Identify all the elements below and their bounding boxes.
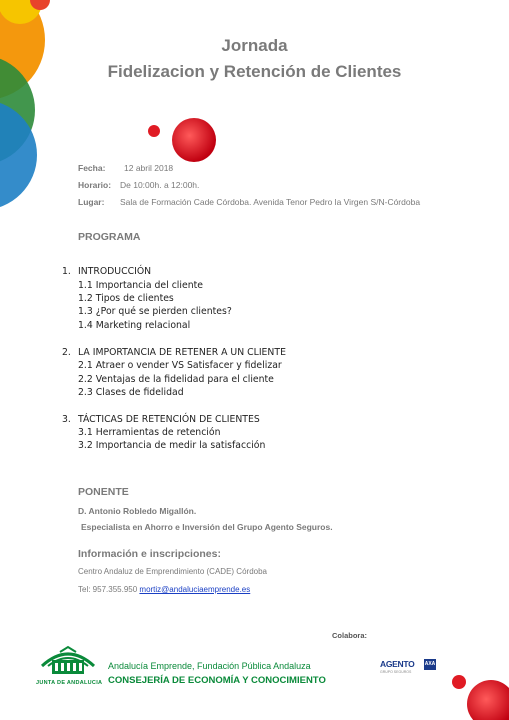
- list-item: 3.1 Herramientas de retención: [78, 427, 221, 438]
- section-title: LA IMPORTANCIA DE RETENER A UN CLIENTE: [78, 347, 286, 358]
- list-item: 1.2 Tipos de clientes: [78, 293, 174, 304]
- list-item: 2.1 Atraer o vender VS Satisfacer y fidelizar: [78, 360, 282, 371]
- agento-sub-text: GRUPO SEGUROS: [380, 670, 412, 674]
- section-title: INTRODUCCIÓN: [78, 266, 152, 277]
- fecha-value: 12 abril 2018: [124, 163, 174, 173]
- agento-logo-text: AGENTO: [380, 659, 415, 669]
- footer-line1: Andalucía Emprende, Fundación Pública Andaluza: [108, 661, 311, 671]
- tel-text: Tel: 957.355.950: [78, 585, 138, 594]
- info-heading: Información e inscripciones:: [78, 548, 221, 560]
- list-item: 1.1 Importancia del cliente: [78, 280, 203, 291]
- red-circle-decoration-bottom: [449, 668, 509, 720]
- list-item: 2.2 Ventajas de la fidelidad para el cliente: [78, 374, 274, 385]
- info-contact: [78, 585, 250, 594]
- list-item: 3.2 Importancia de medir la satisfacción: [78, 440, 266, 451]
- fecha-label: Fecha:: [78, 163, 106, 173]
- ponente-name: D. Antonio Robledo Migallón.: [78, 506, 197, 516]
- junta-text: JUNTA DE ANDALUCIA: [36, 680, 103, 686]
- section-number: 3.: [62, 414, 71, 425]
- footer-line2: CONSEJERÍA DE ECONOMÍA Y CONOCIMIENTO: [108, 675, 326, 686]
- section-title: TÁCTICAS DE RETENCIÓN DE CLIENTES: [78, 414, 260, 425]
- colabora-label: Colabora:: [332, 631, 368, 640]
- page-title-line2: Fidelizacion y Retención de Clientes: [107, 62, 402, 81]
- programa-heading: PROGRAMA: [78, 231, 141, 243]
- page-title-line1: Jornada: [221, 36, 288, 55]
- lugar-label: Lugar:: [78, 197, 105, 207]
- list-item: 2.3 Clases de fidelidad: [78, 387, 184, 398]
- list-item: 1.4 Marketing relacional: [78, 320, 191, 331]
- ponente-heading: PONENTE: [78, 486, 129, 498]
- lugar-value: Sala de Formación Cade Córdoba. Avenida Tenor Pedro la Virgen S/N-Córdoba: [120, 197, 421, 207]
- info-center: Centro Andaluz de Emprendimiento (CADE) Córdoba: [78, 567, 267, 576]
- email-link[interactable]: mortiz@andaluciaemprende.es: [139, 585, 251, 594]
- horario-label: Horario:: [78, 180, 112, 190]
- ponente-role: Especialista en Ahorro e Inversión del Grupo Agento Seguros.: [81, 522, 333, 532]
- list-item: 1.3 ¿Por qué se pierden clientes?: [78, 306, 232, 317]
- axa-logo: AXA: [424, 659, 436, 670]
- section-number: 1.: [62, 266, 71, 277]
- horario-value: De 10:00h. a 12:00h.: [120, 180, 200, 190]
- section-number: 2.: [62, 347, 71, 358]
- red-circle-decoration: [146, 114, 218, 166]
